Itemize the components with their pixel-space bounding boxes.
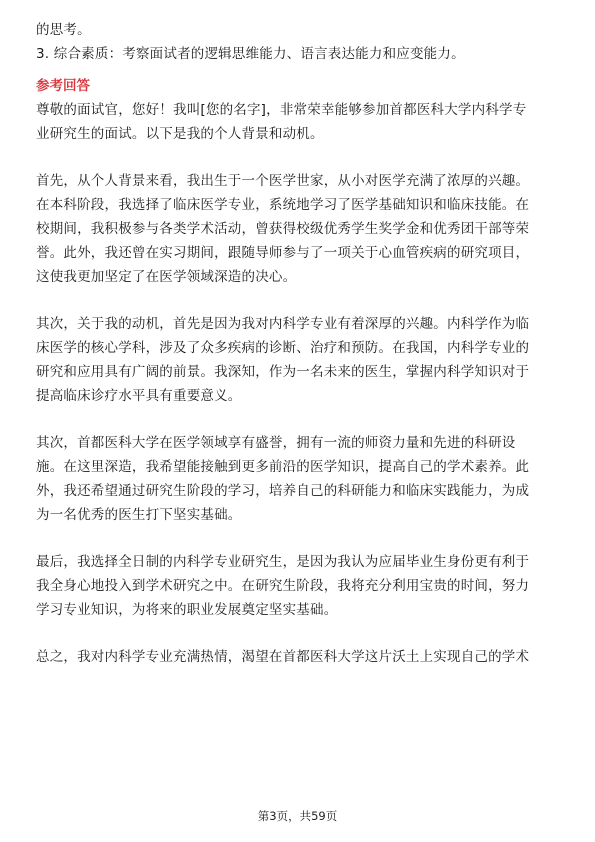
page-number-footer: 第3页，共59页: [257, 809, 338, 823]
text-line: 在本科阶段，我选择了临床医学专业，系统地学习了医学基础知识和临床技能。在: [36, 197, 530, 213]
text-line: 誉。此外，我还曾在实习期间，跟随导师参与了一项关于心血管疾病的研究项目，: [36, 245, 530, 261]
text-line: 总之，我对内科学专业充满热情，渴望在首都医科大学这片沃土上实现自己的学术: [36, 649, 530, 665]
section-heading: 参考回答: [36, 78, 90, 94]
text-line: 床医学的核心学科，涉及了众多疾病的诊断、治疗和预防。在我国，内科学专业的: [36, 340, 530, 356]
text-line: 最后，我选择全日制的内科学专业研究生，是因为我认为应届毕业生身份更有利于: [36, 554, 530, 570]
text-line: 这使我更加坚定了在医学领域深造的决心。: [36, 269, 297, 285]
text-line: 其次，首都医科大学在医学领域享有盛誉，拥有一流的师资力量和先进的科研设: [36, 435, 516, 451]
paragraph-university: [36, 431, 559, 527]
intro-section: [36, 18, 559, 66]
paragraph-background: [36, 169, 559, 289]
text-line: 提高临床诊疗水平具有重要意义。: [36, 388, 242, 404]
document-page: [36, 18, 559, 669]
text-line: 研究和应用具有广阔的前景。我深知，作为一名未来的医生，掌握内科学知识对于: [36, 364, 530, 380]
text-line: 学习专业知识，为将来的职业发展奠定坚实基础。: [36, 602, 338, 618]
text-line: 其次，关于我的动机，首先是因为我对内科学专业有着深厚的兴趣。内科学作为临: [36, 316, 530, 332]
text-line: 首先，从个人背景来看，我出生于一个医学世家，从小对医学充满了浓厚的兴趣。: [36, 173, 530, 189]
text-line: 为一名优秀的医生打下坚实基础。: [36, 507, 242, 523]
text-line: 我全身心地投入到学术研究之中。在研究生阶段，我将充分利用宝贵的时间，努力: [36, 578, 530, 594]
text-line: 施。在这里深造，我希望能接触到更多前沿的医学知识，提高自己的学术素养。此: [36, 459, 530, 475]
text-line: 尊敬的面试官，您好！我叫[您的名字]，非常荣幸能够参加首都医科大学内科学专: [36, 102, 527, 118]
text-line: 的思考。: [36, 22, 91, 38]
paragraph-motivation: [36, 312, 559, 408]
paragraph-conclusion: [36, 645, 559, 669]
text-line: 业研究生的面试。以下是我的个人背景和动机。: [36, 126, 324, 142]
text-line: 校期间，我积极参与各类学术活动，曾获得校级优秀学生奖学金和优秀团干部等荣: [36, 221, 530, 237]
paragraph-fulltime: [36, 550, 559, 622]
paragraph-greeting: [36, 98, 559, 146]
text-line: 3. 综合素质：考察面试者的逻辑思维能力、语言表达能力和应变能力。: [36, 46, 465, 62]
text-line: 外，我还希望通过研究生阶段的学习，培养自己的科研能力和临床实践能力，为成: [36, 483, 530, 499]
